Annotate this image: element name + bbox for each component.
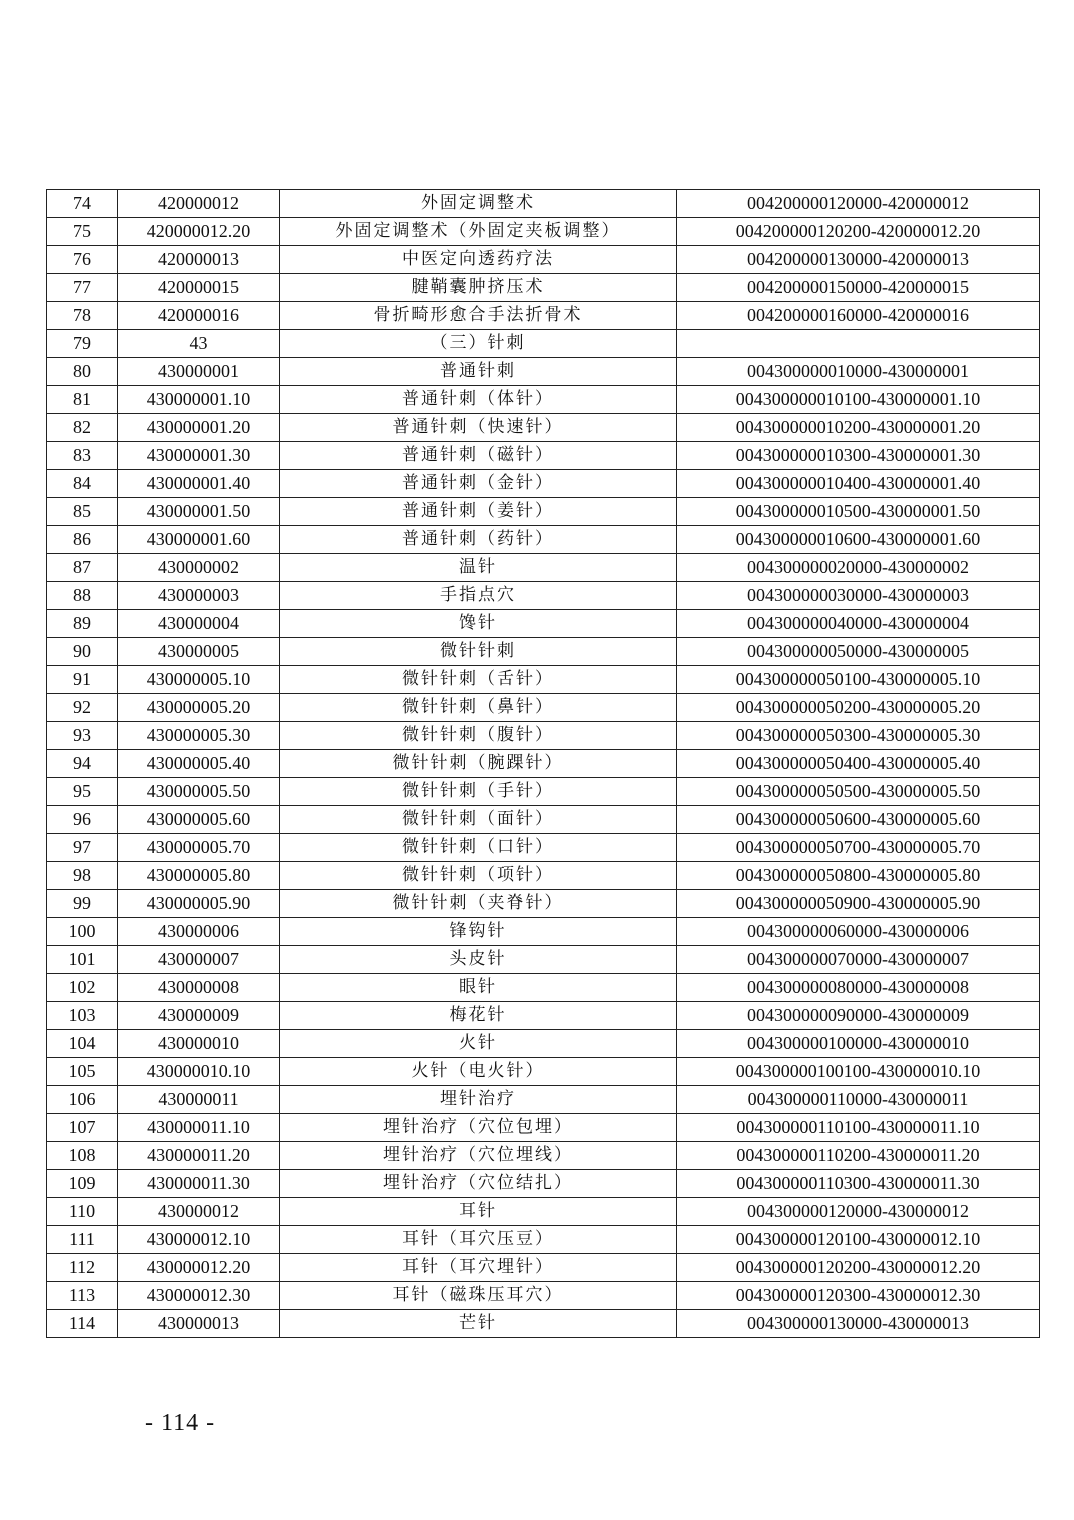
- national-code-cell: 004300000030000-430000003: [677, 582, 1040, 610]
- item-code-cell: 430000005.80: [118, 862, 280, 890]
- row-number-cell: 98: [47, 862, 118, 890]
- row-number-cell: 114: [47, 1310, 118, 1338]
- item-code-cell: 430000011.10: [118, 1114, 280, 1142]
- national-code-cell: 004300000070000-430000007: [677, 946, 1040, 974]
- national-code-cell: 004300000110300-430000011.30: [677, 1170, 1040, 1198]
- national-code-cell: 004300000100000-430000010: [677, 1030, 1040, 1058]
- item-name-cell: 微针针刺（手针）: [280, 778, 677, 806]
- table-row: [47, 246, 1040, 274]
- table-row: [47, 1254, 1040, 1282]
- national-code-cell: 004300000010000-430000001: [677, 358, 1040, 386]
- table-row: [47, 610, 1040, 638]
- table-row: [47, 498, 1040, 526]
- row-number-cell: 75: [47, 218, 118, 246]
- national-code-cell: 004300000120100-430000012.10: [677, 1226, 1040, 1254]
- table-row: [47, 386, 1040, 414]
- row-number-cell: 102: [47, 974, 118, 1002]
- row-number-cell: 86: [47, 526, 118, 554]
- item-code-cell: 430000010.10: [118, 1058, 280, 1086]
- table-row: [47, 1310, 1040, 1338]
- item-name-cell: 微针针刺（口针）: [280, 834, 677, 862]
- table-row: [47, 806, 1040, 834]
- item-name-cell: （三）针刺: [280, 330, 677, 358]
- row-number-cell: 111: [47, 1226, 118, 1254]
- item-name-cell: 微针针刺（鼻针）: [280, 694, 677, 722]
- table-row: [47, 1002, 1040, 1030]
- table-row: [47, 722, 1040, 750]
- item-code-cell: 430000005.40: [118, 750, 280, 778]
- row-number-cell: 90: [47, 638, 118, 666]
- item-name-cell: 馋针: [280, 610, 677, 638]
- item-code-cell: 430000001.30: [118, 442, 280, 470]
- item-code-cell: 420000013: [118, 246, 280, 274]
- item-name-cell: 中医定向透药疗法: [280, 246, 677, 274]
- item-code-cell: 420000012.20: [118, 218, 280, 246]
- table-row: [47, 302, 1040, 330]
- table-row: [47, 1170, 1040, 1198]
- item-name-cell: 外固定调整术（外固定夹板调整）: [280, 218, 677, 246]
- item-name-cell: 耳针: [280, 1198, 677, 1226]
- item-code-cell: 420000012: [118, 190, 280, 218]
- table-row: [47, 1058, 1040, 1086]
- item-code-cell: 430000012.10: [118, 1226, 280, 1254]
- table-row: [47, 442, 1040, 470]
- table-row: [47, 750, 1040, 778]
- item-code-cell: 430000011: [118, 1086, 280, 1114]
- item-code-cell: 43: [118, 330, 280, 358]
- item-name-cell: 普通针刺（金针）: [280, 470, 677, 498]
- item-code-cell: 430000003: [118, 582, 280, 610]
- item-code-cell: 430000001.40: [118, 470, 280, 498]
- row-number-cell: 94: [47, 750, 118, 778]
- item-code-cell: 430000005: [118, 638, 280, 666]
- row-number-cell: 110: [47, 1198, 118, 1226]
- item-name-cell: 普通针刺: [280, 358, 677, 386]
- national-code-cell: 004300000050600-430000005.60: [677, 806, 1040, 834]
- table-row: [47, 778, 1040, 806]
- item-name-cell: 手指点穴: [280, 582, 677, 610]
- item-code-cell: 430000012.30: [118, 1282, 280, 1310]
- row-number-cell: 106: [47, 1086, 118, 1114]
- item-code-cell: 430000013: [118, 1310, 280, 1338]
- row-number-cell: 81: [47, 386, 118, 414]
- national-code-cell: 004300000100100-430000010.10: [677, 1058, 1040, 1086]
- table-row: [47, 274, 1040, 302]
- item-code-cell: 430000011.20: [118, 1142, 280, 1170]
- item-name-cell: 微针针刺（腕踝针）: [280, 750, 677, 778]
- table-row: [47, 1086, 1040, 1114]
- item-name-cell: 骨折畸形愈合手法折骨术: [280, 302, 677, 330]
- row-number-cell: 101: [47, 946, 118, 974]
- table-row: [47, 834, 1040, 862]
- table-row: [47, 890, 1040, 918]
- item-code-cell: 430000001.10: [118, 386, 280, 414]
- item-code-cell: 430000005.30: [118, 722, 280, 750]
- table-row: [47, 330, 1040, 358]
- item-code-cell: 430000009: [118, 1002, 280, 1030]
- national-code-cell: 004200000120000-420000012: [677, 190, 1040, 218]
- row-number-cell: 105: [47, 1058, 118, 1086]
- national-code-cell: 004200000130000-420000013: [677, 246, 1040, 274]
- national-code-cell: 004300000120200-430000012.20: [677, 1254, 1040, 1282]
- item-name-cell: 温针: [280, 554, 677, 582]
- item-name-cell: 微针针刺（舌针）: [280, 666, 677, 694]
- item-name-cell: 梅花针: [280, 1002, 677, 1030]
- item-name-cell: 埋针治疗（穴位包埋）: [280, 1114, 677, 1142]
- table-row: [47, 694, 1040, 722]
- item-name-cell: 微针针刺: [280, 638, 677, 666]
- table-row: [47, 358, 1040, 386]
- item-code-cell: 430000004: [118, 610, 280, 638]
- item-name-cell: 埋针治疗: [280, 1086, 677, 1114]
- national-code-cell: 004300000120300-430000012.30: [677, 1282, 1040, 1310]
- national-code-cell: 004300000010400-430000001.40: [677, 470, 1040, 498]
- national-code-cell: 004300000010600-430000001.60: [677, 526, 1040, 554]
- row-number-cell: 80: [47, 358, 118, 386]
- item-name-cell: 埋针治疗（穴位结扎）: [280, 1170, 677, 1198]
- item-name-cell: 火针: [280, 1030, 677, 1058]
- row-number-cell: 83: [47, 442, 118, 470]
- national-code-cell: 004300000040000-430000004: [677, 610, 1040, 638]
- table-row: [47, 582, 1040, 610]
- item-code-cell: 430000006: [118, 918, 280, 946]
- row-number-cell: 112: [47, 1254, 118, 1282]
- item-code-cell: 430000011.30: [118, 1170, 280, 1198]
- national-code-cell: 004300000050700-430000005.70: [677, 834, 1040, 862]
- item-code-cell: 430000007: [118, 946, 280, 974]
- row-number-cell: 96: [47, 806, 118, 834]
- national-code-cell: 004300000020000-430000002: [677, 554, 1040, 582]
- national-code-cell: 004300000050300-430000005.30: [677, 722, 1040, 750]
- national-code-cell: 004200000150000-420000015: [677, 274, 1040, 302]
- national-code-cell: 004200000120200-420000012.20: [677, 218, 1040, 246]
- item-name-cell: 头皮针: [280, 946, 677, 974]
- item-name-cell: 腱鞘囊肿挤压术: [280, 274, 677, 302]
- national-code-cell: 004300000050100-430000005.10: [677, 666, 1040, 694]
- page-number: - 114 -: [145, 1410, 216, 1436]
- table-row: [47, 862, 1040, 890]
- national-code-cell: 004300000060000-430000006: [677, 918, 1040, 946]
- item-code-cell: 430000001.60: [118, 526, 280, 554]
- national-code-cell: [677, 330, 1040, 358]
- table-row: [47, 946, 1040, 974]
- row-number-cell: 89: [47, 610, 118, 638]
- table-row: [47, 974, 1040, 1002]
- table-row: [47, 638, 1040, 666]
- table-row: [47, 918, 1040, 946]
- row-number-cell: 97: [47, 834, 118, 862]
- item-code-cell: 430000002: [118, 554, 280, 582]
- item-name-cell: 微针针刺（项针）: [280, 862, 677, 890]
- row-number-cell: 113: [47, 1282, 118, 1310]
- row-number-cell: 93: [47, 722, 118, 750]
- item-code-cell: 430000001: [118, 358, 280, 386]
- item-code-cell: 430000005.10: [118, 666, 280, 694]
- national-code-cell: 004300000090000-430000009: [677, 1002, 1040, 1030]
- row-number-cell: 100: [47, 918, 118, 946]
- row-number-cell: 99: [47, 890, 118, 918]
- row-number-cell: 109: [47, 1170, 118, 1198]
- table-row: [47, 1226, 1040, 1254]
- item-code-cell: 430000012: [118, 1198, 280, 1226]
- row-number-cell: 104: [47, 1030, 118, 1058]
- national-code-cell: 004300000050800-430000005.80: [677, 862, 1040, 890]
- item-code-cell: 430000012.20: [118, 1254, 280, 1282]
- table-row: [47, 190, 1040, 218]
- row-number-cell: 74: [47, 190, 118, 218]
- table-row: [47, 414, 1040, 442]
- national-code-cell: 004300000010300-430000001.30: [677, 442, 1040, 470]
- national-code-cell: 004300000080000-430000008: [677, 974, 1040, 1002]
- national-code-cell: 004300000120000-430000012: [677, 1198, 1040, 1226]
- row-number-cell: 108: [47, 1142, 118, 1170]
- row-number-cell: 77: [47, 274, 118, 302]
- item-name-cell: 火针（电火针）: [280, 1058, 677, 1086]
- table-row: [47, 526, 1040, 554]
- national-code-cell: 004300000010100-430000001.10: [677, 386, 1040, 414]
- item-name-cell: 耳针（磁珠压耳穴）: [280, 1282, 677, 1310]
- table-body: [47, 190, 1040, 1338]
- item-code-cell: 430000010: [118, 1030, 280, 1058]
- national-code-cell: 004300000130000-430000013: [677, 1310, 1040, 1338]
- national-code-cell: 004300000050000-430000005: [677, 638, 1040, 666]
- table-row: [47, 218, 1040, 246]
- item-name-cell: 芒针: [280, 1310, 677, 1338]
- national-code-cell: 004300000110000-430000011: [677, 1086, 1040, 1114]
- row-number-cell: 107: [47, 1114, 118, 1142]
- row-number-cell: 88: [47, 582, 118, 610]
- national-code-cell: 004300000050400-430000005.40: [677, 750, 1040, 778]
- item-name-cell: 普通针刺（快速针）: [280, 414, 677, 442]
- national-code-cell: 004300000010500-430000001.50: [677, 498, 1040, 526]
- item-code-cell: 430000005.60: [118, 806, 280, 834]
- national-code-cell: 004200000160000-420000016: [677, 302, 1040, 330]
- item-code-cell: 420000016: [118, 302, 280, 330]
- row-number-cell: 103: [47, 1002, 118, 1030]
- item-code-cell: 430000005.70: [118, 834, 280, 862]
- item-name-cell: 耳针（耳穴压豆）: [280, 1226, 677, 1254]
- item-name-cell: 微针针刺（腹针）: [280, 722, 677, 750]
- table-row: [47, 666, 1040, 694]
- table-row: [47, 470, 1040, 498]
- row-number-cell: 79: [47, 330, 118, 358]
- item-name-cell: 锋钩针: [280, 918, 677, 946]
- row-number-cell: 92: [47, 694, 118, 722]
- row-number-cell: 91: [47, 666, 118, 694]
- row-number-cell: 87: [47, 554, 118, 582]
- national-code-cell: 004300000110100-430000011.10: [677, 1114, 1040, 1142]
- table-row: [47, 1114, 1040, 1142]
- item-name-cell: 外固定调整术: [280, 190, 677, 218]
- row-number-cell: 78: [47, 302, 118, 330]
- table-row: [47, 1030, 1040, 1058]
- row-number-cell: 76: [47, 246, 118, 274]
- national-code-cell: 004300000050200-430000005.20: [677, 694, 1040, 722]
- item-code-cell: 430000001.50: [118, 498, 280, 526]
- item-name-cell: 埋针治疗（穴位埋线）: [280, 1142, 677, 1170]
- item-code-cell: 430000008: [118, 974, 280, 1002]
- item-code-cell: 430000001.20: [118, 414, 280, 442]
- item-name-cell: 普通针刺（体针）: [280, 386, 677, 414]
- row-number-cell: 85: [47, 498, 118, 526]
- national-code-cell: 004300000110200-430000011.20: [677, 1142, 1040, 1170]
- row-number-cell: 82: [47, 414, 118, 442]
- item-name-cell: 眼针: [280, 974, 677, 1002]
- national-code-cell: 004300000050900-430000005.90: [677, 890, 1040, 918]
- table-row: [47, 554, 1040, 582]
- item-name-cell: 普通针刺（磁针）: [280, 442, 677, 470]
- item-name-cell: 普通针刺（药针）: [280, 526, 677, 554]
- row-number-cell: 84: [47, 470, 118, 498]
- row-number-cell: 95: [47, 778, 118, 806]
- item-code-cell: 420000015: [118, 274, 280, 302]
- table-row: [47, 1198, 1040, 1226]
- procedure-code-table: [46, 189, 1040, 1338]
- item-name-cell: 普通针刺（姜针）: [280, 498, 677, 526]
- item-code-cell: 430000005.20: [118, 694, 280, 722]
- table-row: [47, 1282, 1040, 1310]
- national-code-cell: 004300000010200-430000001.20: [677, 414, 1040, 442]
- item-code-cell: 430000005.90: [118, 890, 280, 918]
- item-name-cell: 微针针刺（面针）: [280, 806, 677, 834]
- item-name-cell: 耳针（耳穴埋针）: [280, 1254, 677, 1282]
- table-row: [47, 1142, 1040, 1170]
- item-code-cell: 430000005.50: [118, 778, 280, 806]
- item-name-cell: 微针针刺（夹脊针）: [280, 890, 677, 918]
- national-code-cell: 004300000050500-430000005.50: [677, 778, 1040, 806]
